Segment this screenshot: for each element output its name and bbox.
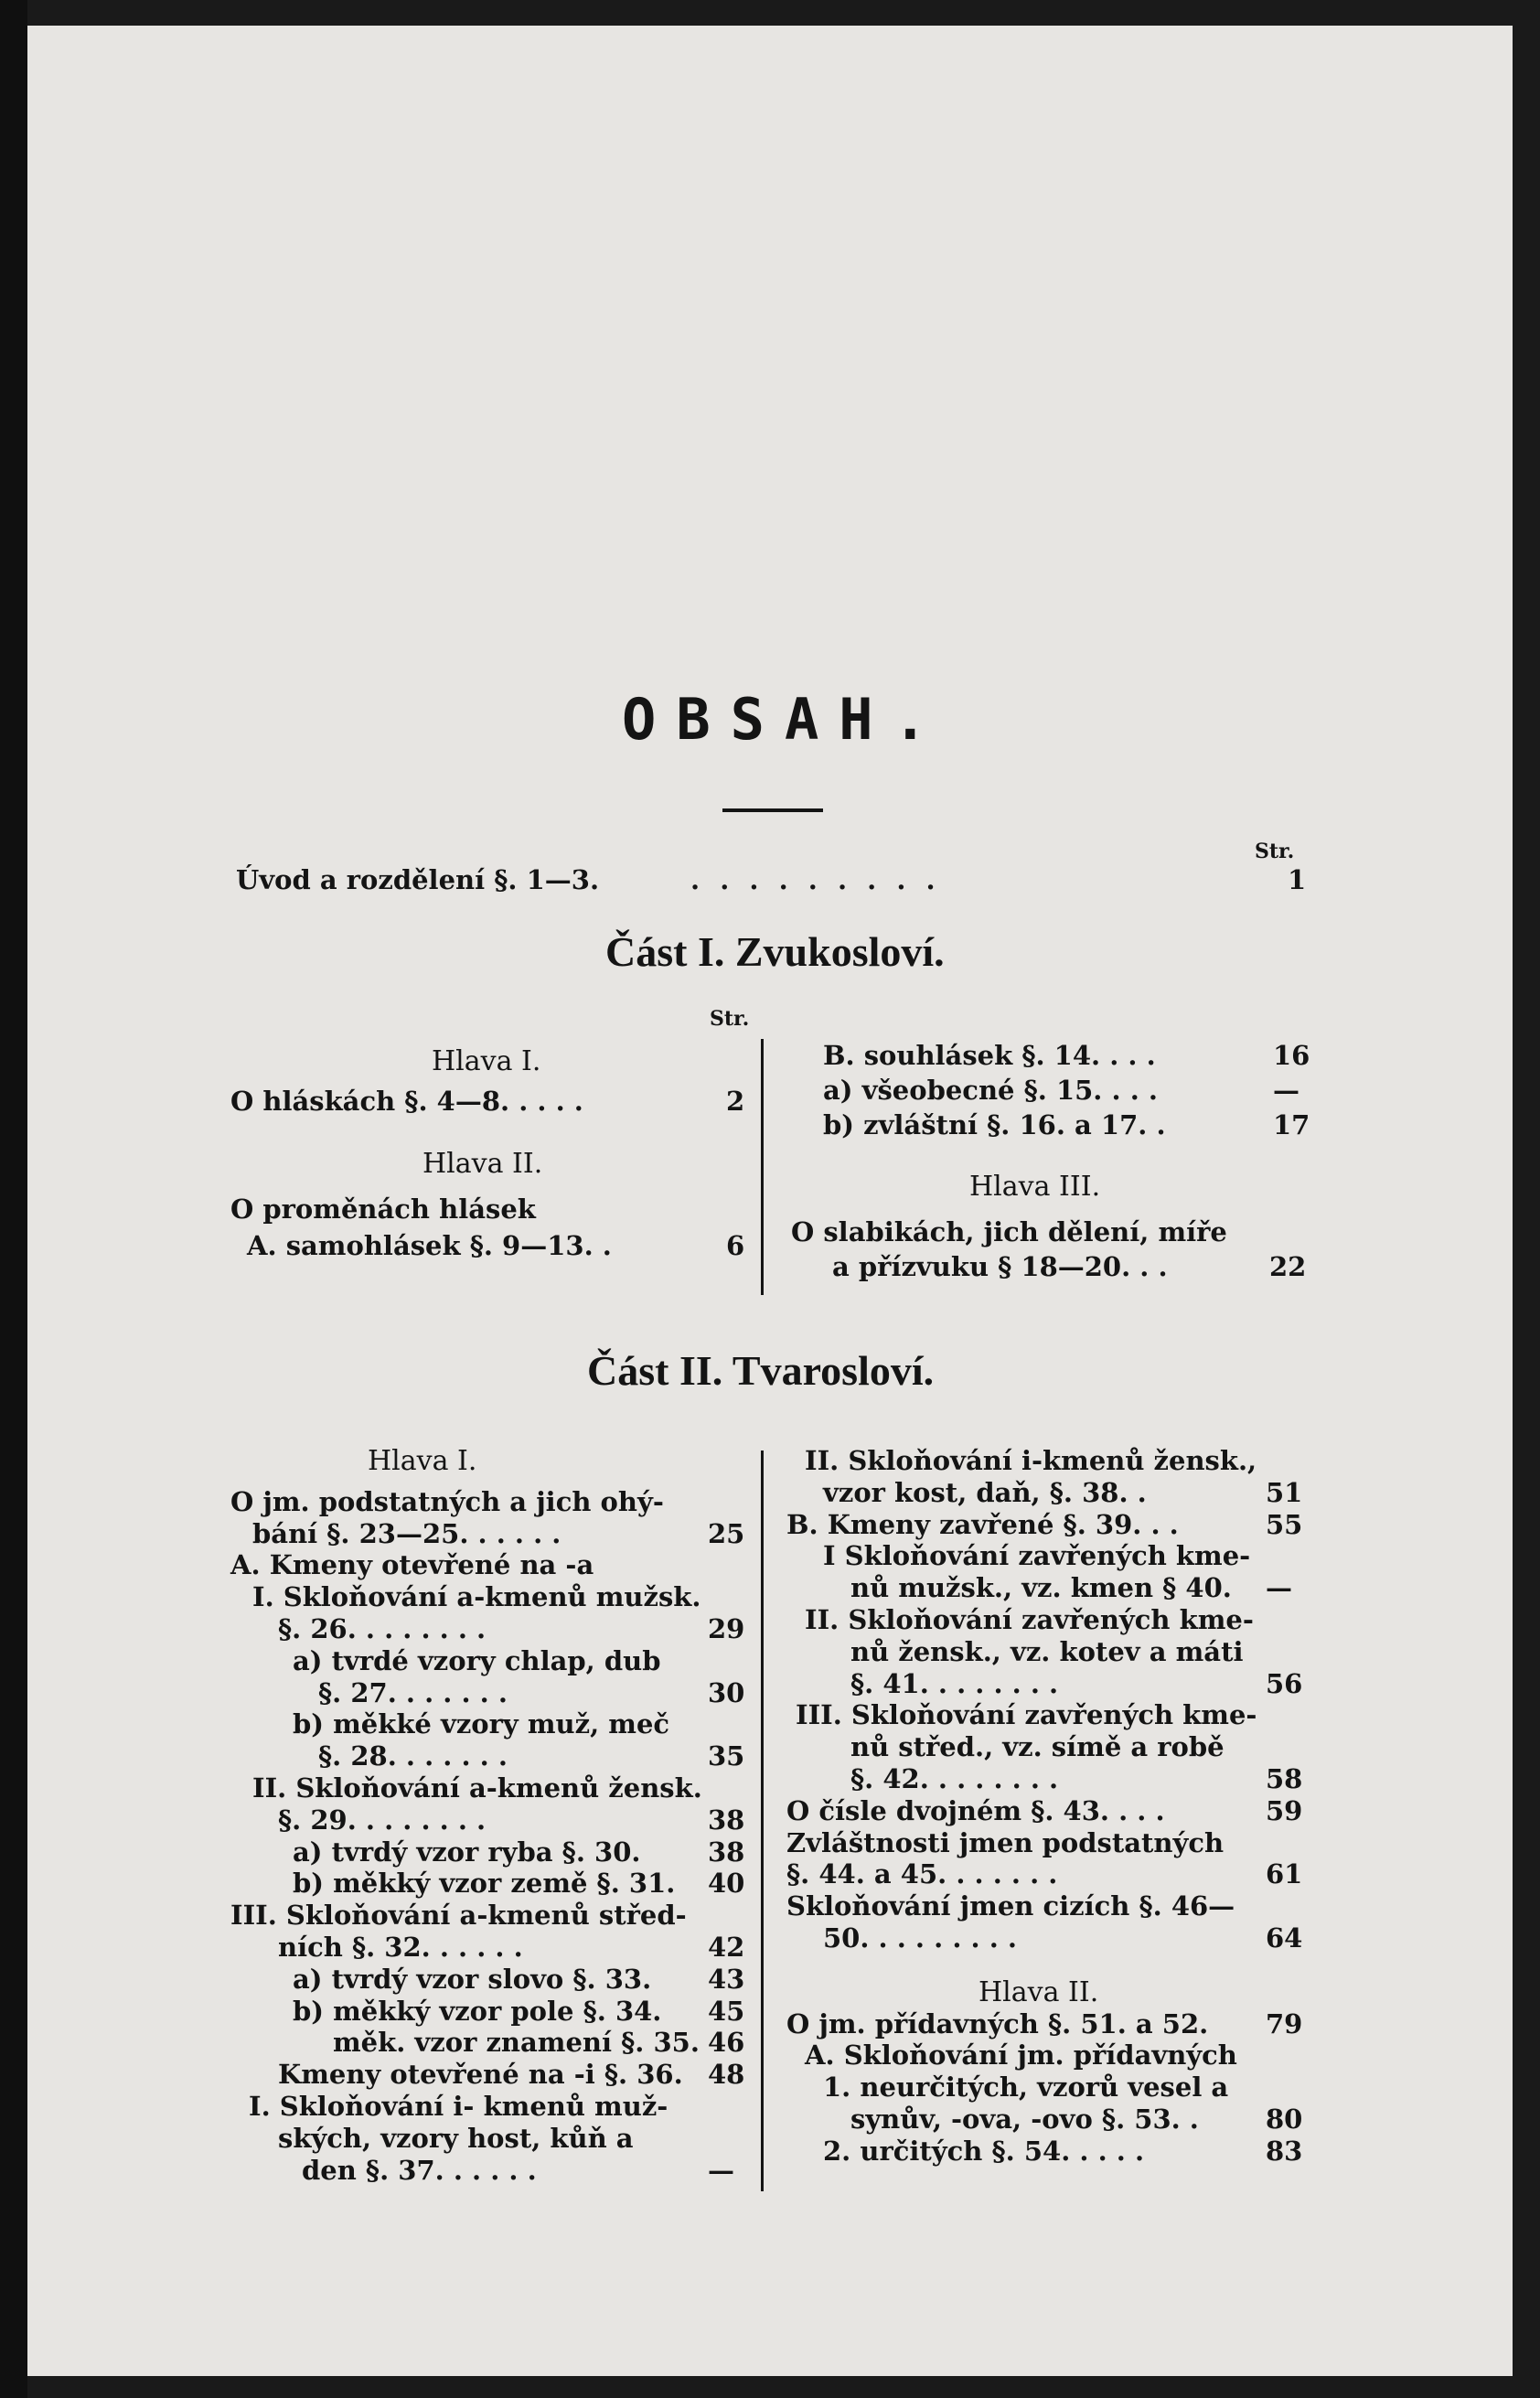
- part2-right-entry: III. Skloňování zavřených kme-: [796, 1699, 1257, 1731]
- part2-right-page: 56: [1266, 1667, 1303, 1699]
- part2-right-entry: Skloňování jmen cizích §. 46—: [786, 1890, 1235, 1922]
- part1-left-page: 6: [726, 1230, 745, 1261]
- part1-left-page: 2: [726, 1086, 745, 1117]
- part2-right-entry: nů mužsk., vz. kmen § 40.: [850, 1572, 1232, 1604]
- part2-left-entry: O jm. podstatných a jich ohý-: [230, 1485, 664, 1517]
- part1-left-heading-1: Hlava I.: [432, 1045, 541, 1077]
- part1-right-entry: B. souhlásek §. 14. . . .: [823, 1040, 1156, 1071]
- part1-right-entry: a přízvuku § 18—20. . .: [832, 1251, 1168, 1282]
- part2-left-entry: měk. vzor znamení §. 35.: [333, 2027, 700, 2059]
- part2-right-entry: I Skloňování zavřených kme-: [823, 1540, 1251, 1572]
- part1-right-page: 16: [1273, 1040, 1310, 1071]
- part2-left-entry: ských, vzory host, kůň a: [278, 2122, 634, 2154]
- part2-left-entry: a) tvrdý vzor slovo §. 33.: [293, 1963, 652, 1995]
- part2-left-entry: §. 26. . . . . . . .: [278, 1613, 487, 1644]
- part2-left-page: —: [708, 2154, 734, 2186]
- title-rule: [722, 808, 823, 812]
- part1-str-label: Str.: [710, 1007, 750, 1031]
- part2-left-page: 42: [708, 1932, 745, 1963]
- part2-right-entry: II. Skloňování i-kmenů žensk.,: [805, 1445, 1257, 1476]
- part2-column-divider: [761, 1451, 764, 2191]
- part2-left-entry: a) tvrdý vzor ryba §. 30.: [293, 1836, 641, 1868]
- part2-left-entry: II. Skloňování a-kmenů žensk.: [252, 1772, 702, 1804]
- part1-left-entry: O hláskách §. 4—8. . . . .: [230, 1086, 583, 1117]
- part2-right-heading: Hlava II.: [979, 1975, 1099, 2008]
- part2-left-entry: den §. 37. . . . . .: [302, 2154, 537, 2186]
- part2-left-entry: b) měkký vzor pole §. 34.: [293, 1995, 662, 2027]
- part2-right-entry: A. Skloňování jm. přídavných: [805, 2039, 1237, 2071]
- part2-left-entry: b) měkké vzory muž, meč: [293, 1708, 670, 1740]
- part2-left-entry: ních §. 32. . . . . .: [278, 1932, 523, 1963]
- part1-right-page: 22: [1269, 1251, 1307, 1282]
- intro-text: Úvod a rozdělení §. 1—3.: [236, 864, 600, 895]
- part2-left-page: 40: [708, 1868, 745, 1900]
- part2-right-entry: 2. určitých §. 54. . . . .: [823, 2135, 1145, 2167]
- part2-right-entry: vzor kost, daň, §. 38. .: [823, 1476, 1147, 1508]
- part2-right-entry: §. 42. . . . . . . .: [850, 1763, 1059, 1794]
- part2-left-entry: a) tvrdé vzory chlap, dub: [293, 1644, 661, 1676]
- part1-left-heading-2: Hlava II.: [422, 1148, 543, 1180]
- part2-right-page: 79: [1266, 2007, 1303, 2039]
- part2-left-page: 45: [708, 1995, 745, 2027]
- part2-right-page: 51: [1266, 1476, 1303, 1508]
- part1-right-entry: a) všeobecné §. 15. . . .: [823, 1075, 1158, 1106]
- part2-left-entry: bání §. 23—25. . . . . .: [252, 1517, 561, 1549]
- part2-left-entry: §. 27. . . . . . .: [318, 1676, 508, 1708]
- part2-right-page: —: [1266, 1572, 1292, 1604]
- part2-left-entry: A. Kmeny otevřené na -a: [230, 1549, 594, 1581]
- page-title: OBSAH.: [622, 686, 947, 753]
- book-page: [27, 26, 1513, 2376]
- part2-left-entry: III. Skloňování a-kmenů střed-: [230, 1900, 687, 1932]
- str-label: Str.: [1255, 840, 1295, 863]
- part2-right-entry: §. 44. a 45. . . . . . .: [786, 1858, 1058, 1890]
- part2-left-entry: b) měkký vzor země §. 31.: [293, 1868, 676, 1900]
- part2-left-page: 35: [708, 1740, 745, 1772]
- part1-heading: Část I. Zvukosloví.: [605, 928, 945, 975]
- part2-left-page: 38: [708, 1836, 745, 1868]
- part2-left-page: 38: [708, 1804, 745, 1836]
- part2-left-entry: Kmeny otevřené na -i §. 36.: [278, 2059, 683, 2091]
- part1-right-page: 17: [1273, 1109, 1310, 1140]
- part2-right-entry: O čísle dvojném §. 43. . . .: [786, 1794, 1165, 1826]
- part2-right-entry: §. 41. . . . . . . .: [850, 1667, 1059, 1699]
- part2-left-entry: I. Skloňování i- kmenů muž-: [249, 2091, 668, 2122]
- part2-left-page: 25: [708, 1517, 745, 1549]
- part2-right-entry: 1. neurčitých, vzorů vesel a: [823, 2071, 1229, 2104]
- intro-dots: . . . . . . . . .: [690, 864, 941, 895]
- part2-left-page: 43: [708, 1963, 745, 1995]
- part1-right-page: —: [1273, 1075, 1299, 1106]
- part2-right-entry: nů žensk., vz. kotev a máti: [850, 1635, 1244, 1667]
- part2-left-entry: I. Skloňování a-kmenů mužsk.: [252, 1581, 701, 1613]
- part2-heading: Část II. Tvarosloví.: [587, 1347, 935, 1394]
- part2-right-page: 55: [1266, 1508, 1303, 1540]
- part2-right-entry: II. Skloňování zavřených kme-: [805, 1604, 1254, 1635]
- part2-right-entry: synův, -ova, -ovo §. 53. .: [850, 2104, 1199, 2135]
- part2-left-entry: §. 29. . . . . . . .: [278, 1804, 487, 1836]
- scan-left-edge: [0, 0, 27, 2398]
- part2-right-page: 59: [1266, 1794, 1303, 1826]
- part1-column-divider: [761, 1039, 764, 1295]
- part1-right-entry: O slabikách, jich dělení, míře: [791, 1216, 1227, 1247]
- part2-right-page: 64: [1266, 1922, 1303, 1954]
- part2-left-page: 46: [708, 2027, 745, 2059]
- part2-left-page: 48: [708, 2059, 745, 2091]
- part2-right-entry: O jm. přídavných §. 51. a 52.: [786, 2007, 1209, 2039]
- part2-left-heading: Hlava I.: [368, 1445, 477, 1477]
- part1-left-entry: A. samohlásek §. 9—13. .: [247, 1230, 612, 1261]
- part2-right-page: 80: [1266, 2104, 1303, 2135]
- part1-right-entry: b) zvláštní §. 16. a 17. .: [823, 1109, 1166, 1140]
- part2-left-page: 29: [708, 1613, 745, 1644]
- part2-left-entry: §. 28. . . . . . .: [318, 1740, 508, 1772]
- part2-right-entry: 50. . . . . . . . .: [823, 1922, 1017, 1954]
- part2-right-page: 61: [1266, 1858, 1303, 1890]
- intro-page: 1: [1288, 864, 1307, 895]
- part2-right-page: 83: [1266, 2135, 1303, 2167]
- part2-right-entry: B. Kmeny zavřené §. 39. . .: [786, 1508, 1179, 1540]
- part2-right-entry: nů střed., vz. símě a robě: [850, 1731, 1225, 1763]
- part2-left-page: 30: [708, 1676, 745, 1708]
- part1-right-heading: Hlava III.: [969, 1171, 1101, 1203]
- part2-right-page: 58: [1266, 1763, 1303, 1794]
- part2-right-entry: Zvláštnosti jmen podstatných: [786, 1826, 1225, 1858]
- part1-left-entry: O proměnách hlásek: [230, 1194, 536, 1225]
